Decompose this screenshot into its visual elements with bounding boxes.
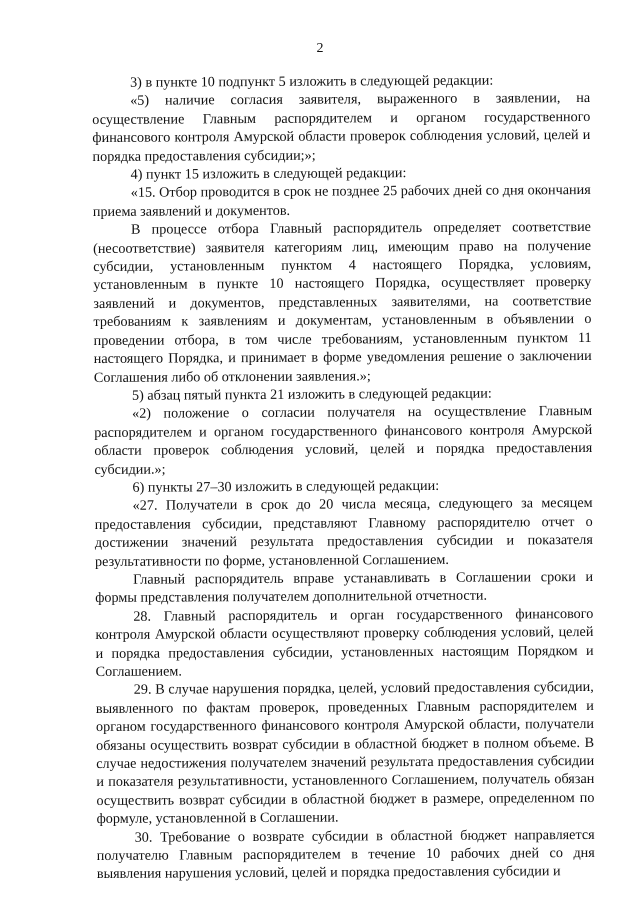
paragraph-additional-reporting: Главный распорядитель вправе устанавливать в Соглашении сроки и формы представления получателем дополнительной отчетности. xyxy=(95,568,594,607)
paragraph-item-4-intro: 4) пункт 15 изложить в следующей редакции: xyxy=(130,165,407,183)
paragraph-item-5-intro: 5) абзац пятый пункта 21 изложить в следующей редакции: xyxy=(131,385,492,404)
paragraph-selection-process: В процессе отбора Главный распорядитель определяет соответствие (несоответствие) заявителя категориям лиц, имеющим право на получение субсидии, установленным пунктом 4 настоящего Порядка, условиям, установленным в пункте 10 настоящего Порядка, осуществляет проверку заявлений и документов, представленных заявителями, на соответствие требованиям к заявлениям и документам, установленным в объявлении о проведении отбора, в том числе требованиям, установленным пунктом 11 настоящего Порядка, и принимает в форме уведомления решение о заключении Соглашения либо об отклонении заявления.»; xyxy=(93,219,592,386)
paragraph-clause-28: 28. Главный распорядитель и орган государственного финансового контроля Амурской области осуществляют проверку соблюдения условий, целей и порядка предоставления субсидии, установленных настоящим Порядком и Соглашением. xyxy=(95,605,594,680)
paragraph-clause-15: «15. Отбор проводится в срок не позднее 25 рабочих дней со дня окончания приема заявлений и документов. xyxy=(92,182,591,220)
paragraph-clause-30: 30. Требование о возврате субсидии в областной бюджет направляется получателю Главным распорядителем в течение 10 рабочих дней со дня выявления нарушения условий, целей и порядка предоставления субсидии и xyxy=(96,826,595,883)
paragraph-item-3-intro: 3) в пункте 10 подпункт 5 изложить в следующей редакции: xyxy=(130,72,494,91)
paragraph-clause-27: «27. Получатели в срок до 20 числа месяца, следующего за месяцем предоставления субсидии, представляют Главному распорядителю отчет о достижении значений результата предоставления субсидии и показателя результативности по форме, установленной Соглашением. xyxy=(94,495,593,570)
paragraph-item-6-intro: 6) пункты 27–30 изложить в следующей редакции: xyxy=(132,477,440,496)
paragraph-subitem-5-text: «5) наличие согласия заявителя, выраженного в заявлении, на осуществление Главным распорядителем и органом государственного финансового контроля Амурской области проверок соблюдения условий, целей и порядка предоставления субсидии;»; xyxy=(92,90,591,165)
page-number: 2 xyxy=(316,41,324,56)
document-body xyxy=(92,71,595,884)
paragraph-consent-clause: «2) положение о согласии получателя на осуществление Главным распорядителем и органом государственного финансового контроля Амурской области проверок соблюдения условий, целей и порядка предоставления субсидии.»; xyxy=(94,403,593,478)
paragraph-clause-29: 29. В случае нарушения порядка, целей, условий предоставления субсидии, выявленного по фактам проверок, проведенных Главным распорядителем и органом государственного финансового контроля Амурской области, получатели обязаны осуществить возврат субсидии в областной бюджет в полном объеме. В случае недостижения получателем значений результата предоставления субсидии и показателя результативности, установленного Соглашением, получатель обязан осуществить возврат субсидии в областной бюджет в размере, определенном по формуле, установленной в Соглашении. xyxy=(95,679,595,828)
